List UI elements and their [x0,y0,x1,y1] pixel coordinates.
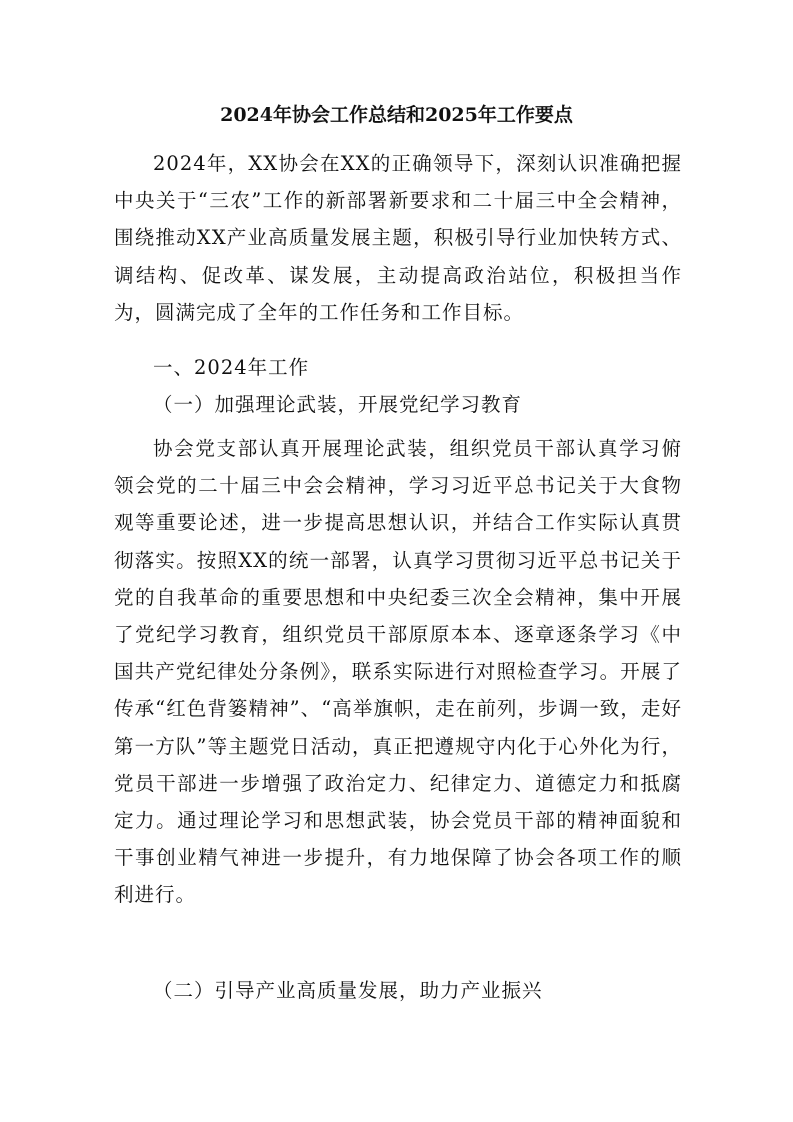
subsection-heading-industry: （二）引导产业高质量发展，助力产业振兴 [153,979,543,1002]
subsection-heading-theory: （一）加强理论武装，开展党纪学习教育 [153,393,523,416]
intro-paragraph: 2024年，XX协会在XX的正确领导下，深刻认识准确把握中央关于“三农”工作的新部署新要求和二十届三中全会精神，围绕推动XX产业高质量发展主题，积极引导行业加快转方式、调结构、促改革、谋发展，主动提高政治站位，积极担当作为，圆满完成了全年的工作任务和工作目标。 [114,152,682,324]
document-title: 2024年协会工作总结和2025年工作要点 [220,104,573,126]
subsection-body-theory: 协会党支部认真开展理论武装，组织党员干部认真学习俯领会党的二十届三中会会精神，学习习近平总书记关于大食物观等重要论述，进一步提高思想认识，并结合工作实际认真贯彻落实。按照XX的统一部署，认真学习贯彻习近平总书记关于党的自我革命的重要思想和中央纪委三次全会精神，集中开展了党纪学习教育，组织党员干部原原本本、逐章逐条学习《中国共产党纪律处分条例》，联系实际进行对照检查学习。开展了传承“红色背篓精神”、“高举旗帜，走在前列，步调一致，走好第一方队”等主题党日活动，真正把遵规守内化于心外化为行，党员干部进一步增强了政治定力、纪律定力、道德定力和抵腐定力。通过理论学习和思想武装，协会党员干部的精神面貌和干事创业精气神进一步提升，有力地保障了协会各项工作的顺利进行。 [114,437,682,907]
section-heading-2024-work: 一、2024年工作 [153,356,310,379]
